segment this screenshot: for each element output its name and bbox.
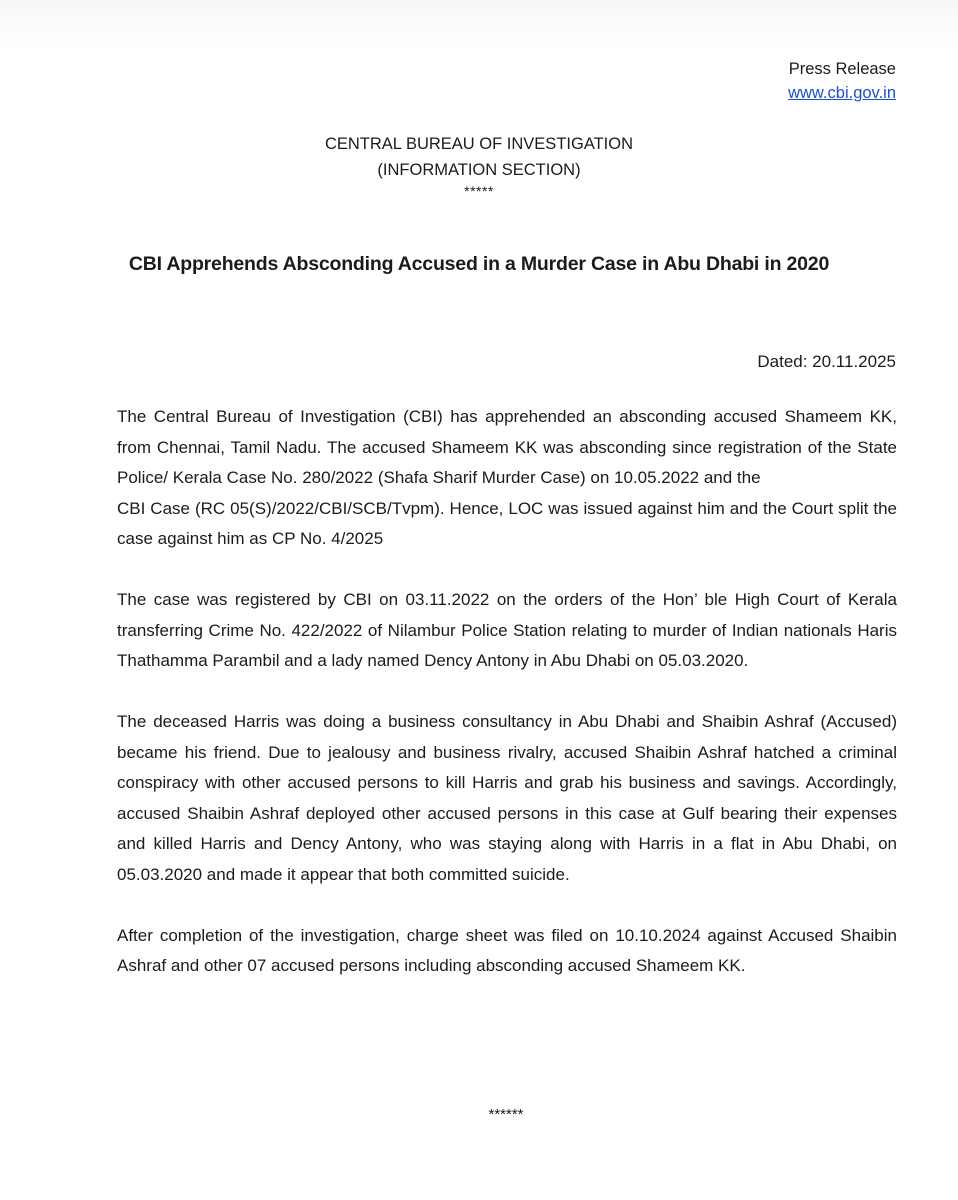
paragraph-1b: CBI Case (RC 05(S)/2022/CBI/SCB/Tvpm). Hence, LOC was issued against him and the Court split the case against him as CP No. 4/2025 [117,498,897,548]
paragraph-4: After completion of the investigation, charge sheet was filed on 10.10.2024 against Accused Shaibin Ashraf and other 07 accused persons including absconding accused Shameem KK. [117,925,897,975]
paragraph-3: The deceased Harris was doing a business consultancy in Abu Dhabi and Shaibin Ashraf (Accused) became his friend. Due to jealousy and business rivalry, accused Shaibin Ashraf hatched a criminal conspiracy with other accused persons to kill Harris and grab his business and savings. Accordingly, accused Shaibin Ashraf deployed other accused persons in this case at Gulf bearing their expenses and killed Harris and Dency Antony, who was staying along with Harris in a flat in Abu Dhabi, on 05.03.2020 and made it appear that both committed suicide. [117,712,897,884]
release-date: Dated: 20.11.2025 [757,352,896,371]
agency-name: CENTRAL BUREAU OF INVESTIGATION [324,135,634,153]
agency-section: (INFORMATION SECTION) [377,161,581,179]
website-link[interactable]: www.cbi.gov.in [788,84,896,102]
header-separator: ***** [464,183,494,199]
agency-block [0,131,958,199]
header-block [788,57,896,105]
paragraph-2: The case was registered by CBI on 03.11.2022 on the orders of the Hon’ ble High Court of Kerala transferring Crime No. 422/2022 of Nilambur Police Station relating to murder of Indian nationals Haris Thathamma Parambil and a lady named Dency Antony in Abu Dhabi on 05.03.2020. [117,590,897,670]
paragraph-1a: The Central Bureau of Investigation (CBI) has apprehended an absconding accused Shameem KK, from Chennai, Tamil Nadu. The accused Shameem KK was absconding since registration of the State Police/ Kerala Case No. 280/2022 (Shafa Sharif Murder Case) on 10.05.2022 and the [117,407,897,487]
press-release-title: CBI Apprehends Absconding Accused in a Murder Case in Abu Dhabi in 2020 [128,253,830,275]
release-body [117,402,897,982]
end-separator: ****** [488,1106,524,1123]
press-release-label: Press Release [788,60,896,78]
